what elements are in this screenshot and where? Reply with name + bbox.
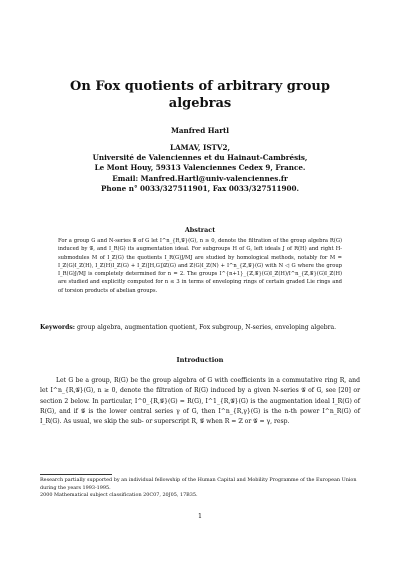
affiliation-line: LAMAV, ISTV2, <box>170 143 230 152</box>
affiliation-email: Email: Manfred.Hartl@univ-valenciennes.fr <box>112 173 288 183</box>
abstract-heading: Abstract <box>184 226 216 234</box>
affiliation-line: Université de Valenciennes et du Hainaut-Cambrésis, <box>92 153 308 163</box>
introduction-text: Let G be a group, R(G) be the group algebra of G with coefficients in a commutative ring R, and let I^n_{R,𝒢}(G), n ≥ 0, denote the filtration of R(G) induced by a given N-series 𝒢 of G, see [20] or section 2 below. In particular, I^0_{R,𝒢}(G) = R(G), I^1_{R,𝒢}(G) is the augmentation ideal I_R(G) of R(G), and if 𝒢 is the lower central series γ of G, then I^n_{R,γ}(G) is the n-th power I^n_R(G) of I_R(G). As usual, we skip the sub- or superscript R, 𝒢 when R = ℤ or 𝒢 = γ, resp. <box>40 377 360 426</box>
author-name: Manfred Hartl <box>170 126 230 135</box>
footnotes <box>40 477 360 500</box>
keywords-text: group algebra, augmentation quotient, Fox subgroup, N-series, enveloping algebra. <box>76 324 337 331</box>
footnote-rule <box>40 474 112 475</box>
affiliation-phone: Phone n° 0033/327511901, Fax 0033/327511900. <box>101 183 299 193</box>
keywords-paragraph <box>40 323 360 332</box>
affiliation-line: Le Mont Houy, 59313 Valenciennes Cedex 9, France. <box>94 163 306 173</box>
footnote-funding: Research partially supported by an individual fellowship of the Human Capital and Mobility Programme of the European Union during the years 1993-1995. <box>40 477 357 491</box>
author-affiliation <box>0 143 400 194</box>
section-heading-introduction: Introduction <box>176 356 224 364</box>
page-number: 1 <box>197 513 202 520</box>
keywords-label: Keywords: <box>40 324 76 331</box>
abstract-text: For a group G and N-series 𝒢 of G let I^n_{R,𝒢}(G), n ≥ 0, denote the filtration of the group algebra R(G) induced by 𝒢, and I_R(G) its augmentation ideal. For subgroups H of G, left ideals J of R(H) and right H-submodules M of I_ℤ(G) the quotients I_R(G)J/MJ are studied by homological methods, notably for M = I_ℤ(G)I_ℤ(H), I_ℤ(H)I_ℤ(G) + I_ℤ([H,G])ℤ(G) and ℤ(G)I_ℤ(N) + I^n_{ℤ,𝒢}(G) with N ◁ G where the group I_R(G)J/MJ is completely determined for n = 2. The groups I^{n+1}_{ℤ,𝒢}(G)I_ℤ(H)/I^n_{ℤ,𝒢}(G)I_ℤ(H) are studied and explicitly computed for n ≤ 3 in terms of enveloping rings of certain graded Lie rings and of torsion products of abelian groups. <box>58 238 342 294</box>
paper-title: On Fox quotients of arbitrary group algebras <box>70 79 330 111</box>
footnote-classification: 2000 Mathematical subject classification 20C07, 20J05, 17B35. <box>40 492 198 499</box>
